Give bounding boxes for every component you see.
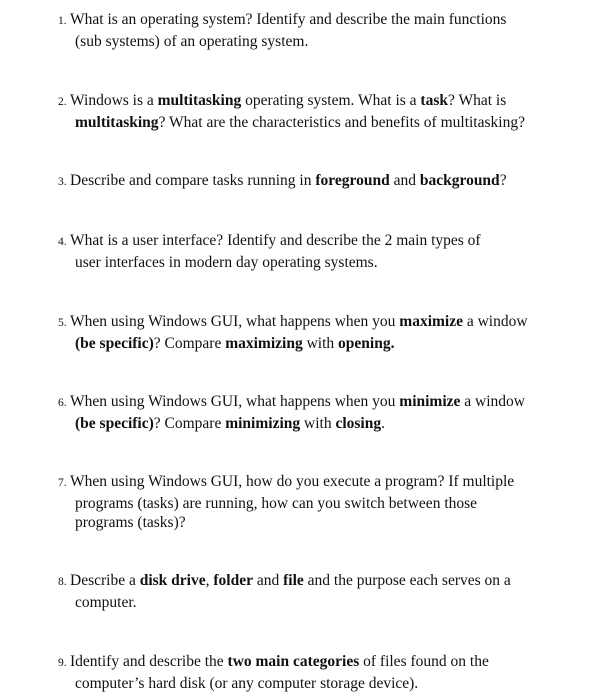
text-run: a window [460,393,525,410]
question-number: 6. [58,397,67,409]
question-text-line-2 [58,113,603,133]
question-text-line-1 [70,11,506,28]
text-run: ? Compare [153,414,226,432]
bold-term: folder [213,572,253,589]
text-run: programs (tasks)? [75,514,186,531]
question-1 [58,10,603,51]
bold-term: (be specific) [75,334,154,352]
text-run: Describe a [70,572,140,589]
text-run: with [300,414,336,432]
text-run: and [389,172,420,189]
text-run: Windows is a [70,92,158,109]
question-text-line-2 [58,593,603,613]
bold-term: task [420,92,448,109]
bold-term: (be specific) [75,414,154,432]
text-run: Describe and compare tasks running in [70,172,316,189]
text-run: ? [499,172,507,189]
text-run: What is an operating system? Identify and describe the main functions [70,11,507,28]
text-run: a window [462,313,528,330]
bold-term: minimize [399,393,461,410]
question-text-line-3 [58,513,603,533]
bold-term: multitasking [157,92,242,109]
text-run: ? Compare [153,334,226,352]
question-text-line-1 [70,572,511,589]
question-9 [58,652,603,693]
text-run: . [381,414,385,432]
bold-term: disk drive [139,572,206,589]
text-run: of files found on the [359,653,489,670]
text-run: When using Windows GUI, what happens when you [70,313,400,330]
bold-term: opening. [338,334,395,352]
question-5 [58,312,603,353]
text-run: computer’s hard disk (or any computer storage device). [75,674,419,692]
question-text-line-2 [58,253,603,273]
text-run: When using Windows GUI, how do you execute a program? If multiple [70,473,515,490]
question-7 [58,472,603,533]
question-number: 9. [58,657,67,669]
question-4 [58,231,603,272]
question-3 [58,171,603,193]
bold-term: closing [335,414,382,432]
text-run: When using Windows GUI, what happens when you [70,393,400,410]
question-text-line-1 [70,653,489,670]
text-run: programs (tasks) are running, how can you switch between those [75,494,478,512]
text-run: operating system. What is a [241,92,421,109]
question-6 [58,392,603,433]
text-run: ? What are the characteristics and benefits of multitasking? [158,113,525,131]
bold-term: background [419,172,500,189]
question-8 [58,571,603,612]
question-text-line-2 [58,32,603,52]
question-text-line-2 [58,494,603,514]
question-text-line-2 [58,334,603,354]
question-text-line-1 [70,92,506,109]
question-text-line-1 [70,172,507,189]
question-text-line-1 [70,473,514,490]
question-number: 3. [58,176,67,188]
question-number: 4. [58,236,67,248]
bold-term: foreground [315,172,390,189]
question-text-line-1 [70,313,528,330]
text-run: computer. [75,593,137,611]
bold-term: two main categories [227,653,360,670]
bold-term: maximizing [225,334,303,352]
bold-term: maximize [399,313,463,330]
question-number: 8. [58,576,67,588]
question-number: 7. [58,477,67,489]
text-run: What is a user interface? Identify and describe the 2 main types of [70,232,481,249]
question-text-line-1 [70,393,525,410]
question-2 [58,91,603,132]
question-text-line-2 [58,674,603,694]
text-run: (sub systems) of an operating system. [75,32,309,50]
question-number: 1. [58,15,67,27]
text-run: Identify and describe the [70,653,228,670]
bold-term: file [283,572,304,589]
bold-term: minimizing [225,414,301,432]
question-number: 5. [58,317,67,329]
text-run: , [205,572,214,589]
text-run: user interfaces in modern day operating systems. [75,253,378,271]
text-run: with [302,334,339,352]
text-run: and [252,572,284,589]
question-text-line-2 [58,414,603,434]
bold-term: multitasking [75,113,159,131]
question-text-line-1 [70,232,481,249]
question-number: 2. [58,96,67,108]
text-run: and the purpose each serves on a [303,572,511,589]
text-run: ? What is [448,92,507,109]
